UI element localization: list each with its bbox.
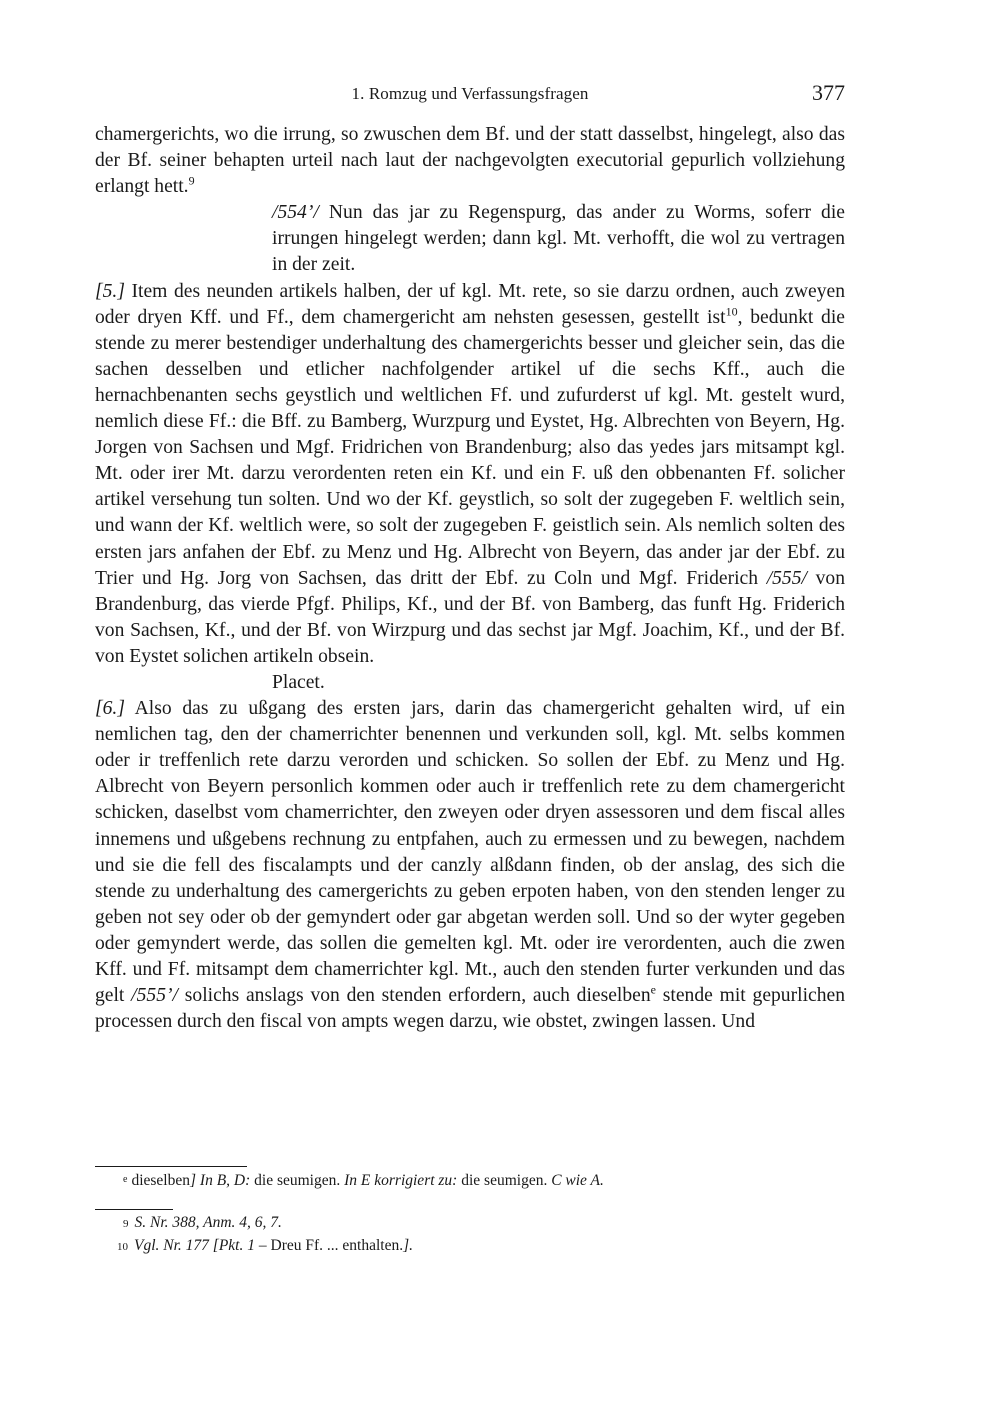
footnote-ref-e[interactable]: e — [650, 982, 656, 997]
footnote-10: 10 Vgl. Nr. 177 [Pkt. 1 – Dreu Ff. ... enthalten.]. — [117, 1237, 413, 1254]
article-number: [5.] — [95, 280, 125, 302]
footnote-divider — [95, 1209, 173, 1210]
page — [95, 80, 845, 1035]
footnote-9: 9 S. Nr. 388, Anm. 4, 6, 7. — [123, 1214, 282, 1231]
commentary-notes — [95, 1209, 845, 1258]
footnote-ref-9[interactable]: 9 — [188, 173, 195, 188]
folio-ref: /555’/ — [131, 985, 178, 1007]
running-head: 1. Romzug und Verfassungsfragen — [351, 84, 589, 103]
paragraph-reply-regensburg: /554’/ Nun das jar zu Regenspurg, das ander zu Worms, soferr die irrungen hingelegt werden; dann kgl. Mt. verhofft, die wol zu vertragen in der zeit. — [272, 202, 845, 276]
paragraph-continuation: chamergerichts, wo die irrung, so zwuschen dem Bf. und der statt dasselbst, hingelegt, also das der Bf. seiner behapten urteil nach laut der nachgevolgten executorial gepurlich vollziehung erlangt hett.$^9$ — [95, 124, 845, 198]
paragraph-article-6: [6.] Also das zu ußgang des ersten jars, darin das chamergericht gehalten wird, uf ein nemlichen tag, den der chamerrichter benennen und verkunden soll, kgl. Mt. selbs kommen oder ir treffenlich rete darzu verorden und schicken. So sollen der Ebf. zu Menz und Hg. Albrecht von Beyern personlich kommen oder auch ir treffenlich rete zu dem chamergericht schicken, daselbst vom chamerrichter, den zweyen oder dryen assessoren und dem fiscal alles innemens und ußgebens rechnung zu entpfahen, auch zu ermessen und zu bewegen, nachdem und sie die fell des fiscalampts und der canzly alßdann finden, ob der anslag, des sich die stende zu underhaltung des camergerichts zu geben erpoten haben, von den stenden lenger zu geben not sey oder ob der gemyndert oder gar abgetan werden soll. Und so der wyter gegeben oder gemyndert werde, das sollen die gemelten kgl. Mt. oder ire verordenten, auch die zwen Kff. und Ff. mitsampt dem chamerrichter kgl. Mt., auch den stenden furter verkunden und das gelt /555’/ solichs anslags von den stenden erfordern, auch dieselben$^e$ stende mit gepurlichen processen durch den fiscal von ampts wegen darzu, wie obstet, zwingen lassen. Und — [95, 698, 846, 1033]
folio-ref: /555/ — [766, 567, 807, 589]
paragraph-placet: Placet. — [272, 671, 325, 693]
textual-apparatus — [95, 1166, 845, 1192]
footnote-divider — [95, 1166, 247, 1167]
paragraph-article-5: [5.] Item des neunden artikels halben, der uf kgl. Mt. rete, so sie darzu ordnen, auch zweyen oder dryen Kff. und Ff., dem chamergericht am nehsten gesessen, gestellt ist$^{10}$, bedunkt die stende zu merer bestendiger underhaltung des chamergerichts besser und gleicher sein, das die sachen desselben und etlicher nachfolgender artikel uf die sechs Kff., auch die hernachbenanten sechs geystlich und weltlichen Ff. und zufurderst uf kgl. Mt. gestelt wurd, nemlich diese Ff.: die Bff. zu Bamberg, Wurzpurg und Eystet, Hg. Albrechten von Beyern, Hg. Jorgen von Sachsen und Mgf. Fridrichen von Brandenburg; also das yedes jars mitsampt kgl. Mt. oder irer Mt. darzu verordenten reten ein Kf. und ein F. uß den obbenanten Ff. solicher artikel versehung tun solten. Und wo der Kf. geystlich, so solt der zugegeben F. weltlich sein, und wann der Kf. weltlich were, so solt der zugegeben F. geistlich sein. Als nemlich solten des ersten jars anfahen der Ebf. zu Menz und Hg. Albrecht von Beyern, das ander jar der Ebf. zu Trier und Hg. Jorg von Sachsen, das dritt der Ebf. zu Coln und Mgf. Friderich /555/ von Brandenburg, das vierde Pfgf. Philips, Kf., und der Bf. von Bamberg, das funft Hg. Friderich von Sachsen, Kf., und der Bf. von Wirzpurg und das sechst jar Mgf. Joachim, Kf., und der Bf. von Eystet solichen artikeln obsein. — [95, 280, 846, 667]
page-header — [95, 80, 845, 108]
page-number: 377 — [812, 80, 845, 105]
main-text — [95, 122, 845, 1035]
footnote-e: e dieselben] In B, D: die seumigen. In E korrigiert zu: die seumigen. C wie A. — [123, 1172, 604, 1189]
article-number: [6.] — [95, 698, 125, 720]
folio-ref: /554’/ — [272, 202, 319, 224]
footnote-ref-10[interactable]: 10 — [725, 304, 738, 319]
